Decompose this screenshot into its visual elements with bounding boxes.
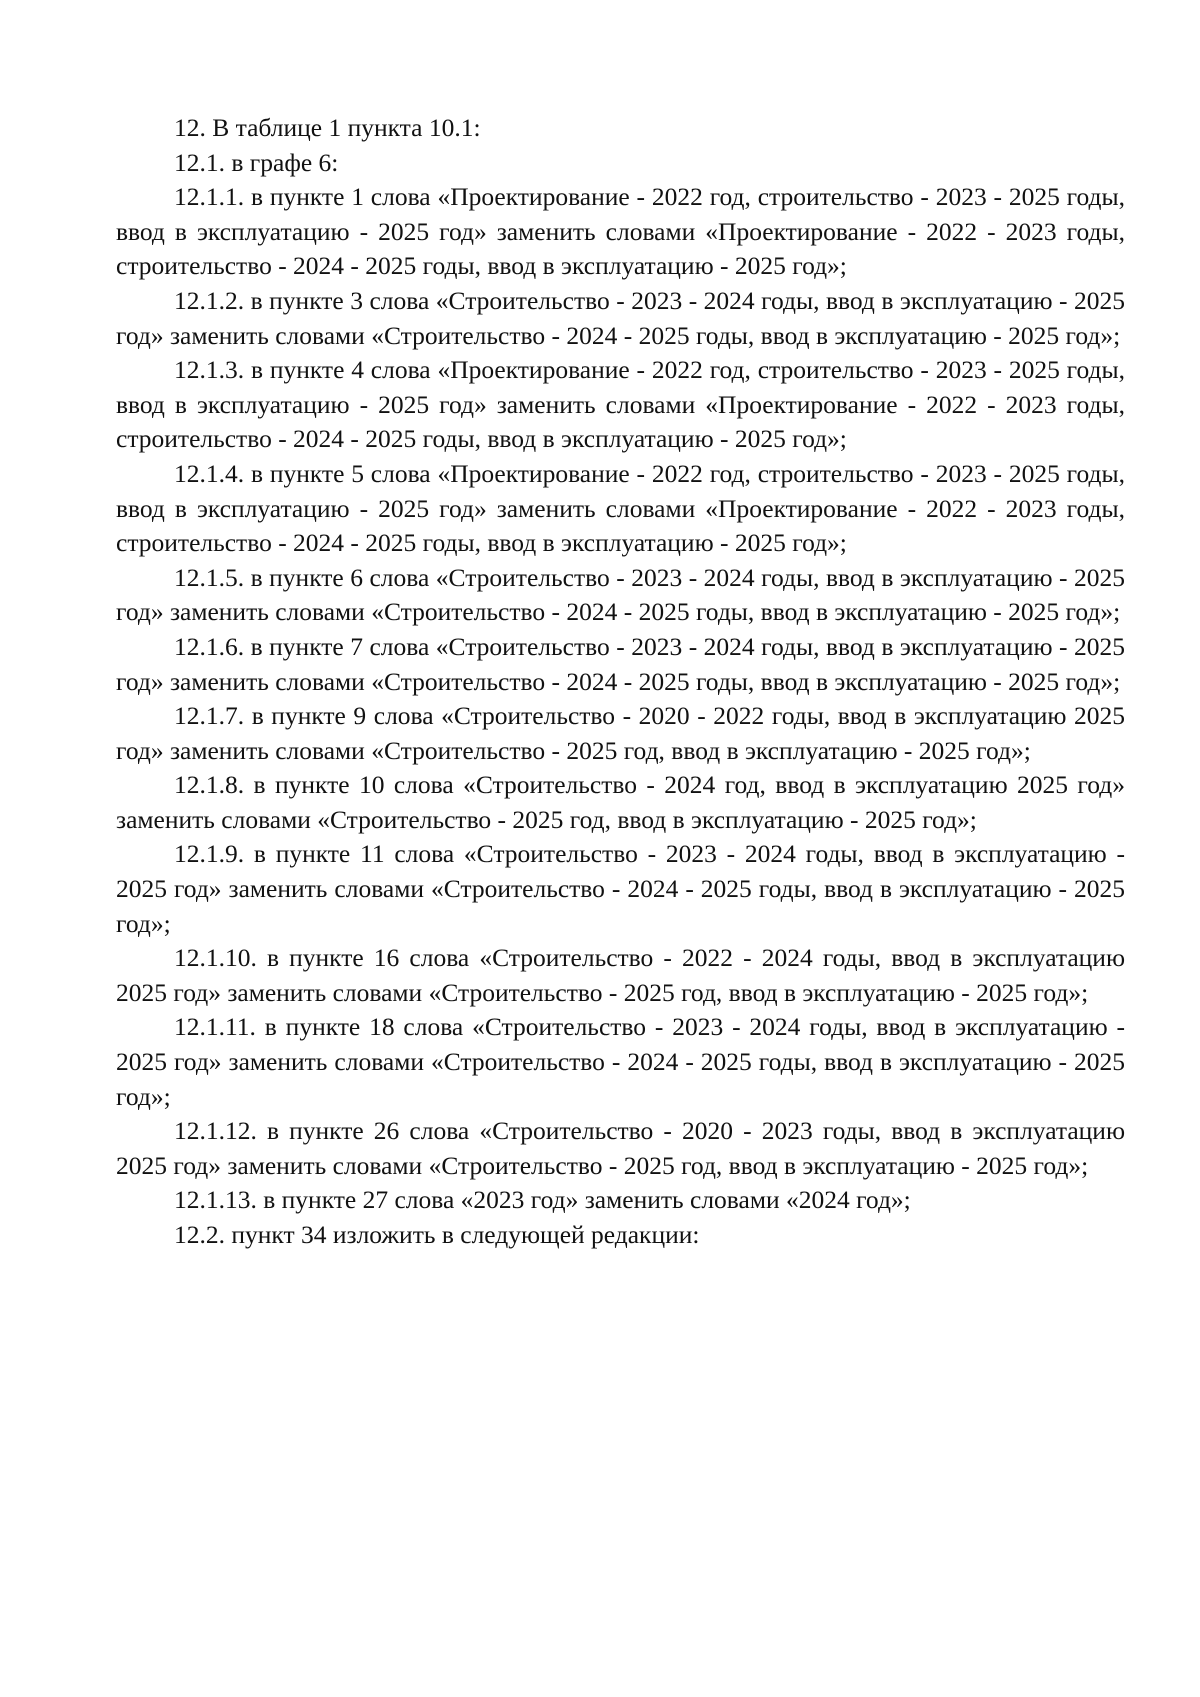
paragraph-12: 12. В таблице 1 пункта 10.1: [174,113,481,142]
paragraph-12-1-12: 12.1.12. в пункте 26 слова «Строительство - 2020 - 2023 годы, ввод в эксплуатацию 2025 год» заменить словами «Строительство - 2025 год, ввод в эксплуатацию - 2025 год»; [116,1116,1125,1180]
paragraph-12-1-5: 12.1.5. в пункте 6 слова «Строительство - 2023 - 2024 годы, ввод в эксплуатацию - 2025 год» заменить словами «Строительство - 2024 - 2025 годы, ввод в эксплуатацию - 2025 год»; [116,562,1125,627]
paragraph-12-1: 12.1. в графе 6: [174,147,339,177]
paragraph-12-2: 12.2. пункт 34 изложить в следующей редакции: [174,1220,700,1249]
paragraph-12-1-10: 12.1.10. в пункте 16 слова «Строительство - 2022 - 2024 годы, ввод в эксплуатацию 2025 год» заменить словами «Строительство - 2025 год, ввод в эксплуатацию - 2025 год»; [116,943,1125,1007]
paragraph-12-1-1: 12.1.1. в пункте 1 слова «Проектирование - 2022 год, строительство - 2023 - 2025 годы, ввод в эксплуатацию - 2025 год» заменить словами «Проектирование - 2022 - 2023 годы, строительство - 2024 - 2025 годы, ввод в эксплуатацию - 2025 год»; [116,182,1125,281]
paragraph-12-1-6: 12.1.6. в пункте 7 слова «Строительство - 2023 - 2024 годы, ввод в эксплуатацию - 2025 год» заменить словами «Строительство - 2024 - 2025 годы, ввод в эксплуатацию - 2025 год»; [116,631,1125,696]
paragraph-12-1-3: 12.1.3. в пункте 4 слова «Проектирование - 2022 год, строительство - 2023 - 2025 годы, ввод в эксплуатацию - 2025 год» заменить словами «Проектирование - 2022 - 2023 годы, строительство - 2024 - 2025 годы, ввод в эксплуатацию - 2025 год»; [116,355,1125,454]
paragraph-12-1-4: 12.1.4. в пункте 5 слова «Проектирование - 2022 год, строительство - 2023 - 2025 годы, ввод в эксплуатацию - 2025 год» заменить словами «Проектирование - 2022 - 2023 годы, строительство - 2024 - 2025 годы, ввод в эксплуатацию - 2025 год»; [116,458,1125,558]
paragraph-12-1-11: 12.1.11. в пункте 18 слова «Строительство - 2023 - 2024 годы, ввод в эксплуатацию - 2025 год» заменить словами «Строительство - 2024 - 2025 годы, ввод в эксплуатацию - 2025 год»; [116,1012,1125,1111]
document-page [116,111,1125,1253]
paragraph-12-1-13: 12.1.13. в пункте 27 слова «2023 год» заменить словами «2024 год»; [174,1185,911,1215]
paragraph-12-1-8: 12.1.8. в пункте 10 слова «Строительство - 2024 год, ввод в эксплуатацию 2025 год» заменить словами «Строительство - 2025 год, ввод в эксплуатацию - 2025 год»; [116,770,1125,834]
paragraph-12-1-7: 12.1.7. в пункте 9 слова «Строительство - 2020 - 2022 годы, ввод в эксплуатацию 2025 год» заменить словами «Строительство - 2025 год, ввод в эксплуатацию - 2025 год»; [116,701,1125,765]
paragraph-12-1-9: 12.1.9. в пункте 11 слова «Строительство - 2023 - 2024 годы, ввод в эксплуатацию - 2025 год» заменить словами «Строительство - 2024 - 2025 годы, ввод в эксплуатацию - 2025 год»; [116,839,1125,938]
paragraph-12-1-2: 12.1.2. в пункте 3 слова «Строительство - 2023 - 2024 годы, ввод в эксплуатацию - 2025 год» заменить словами «Строительство - 2024 - 2025 годы, ввод в эксплуатацию - 2025 год»; [116,285,1125,350]
